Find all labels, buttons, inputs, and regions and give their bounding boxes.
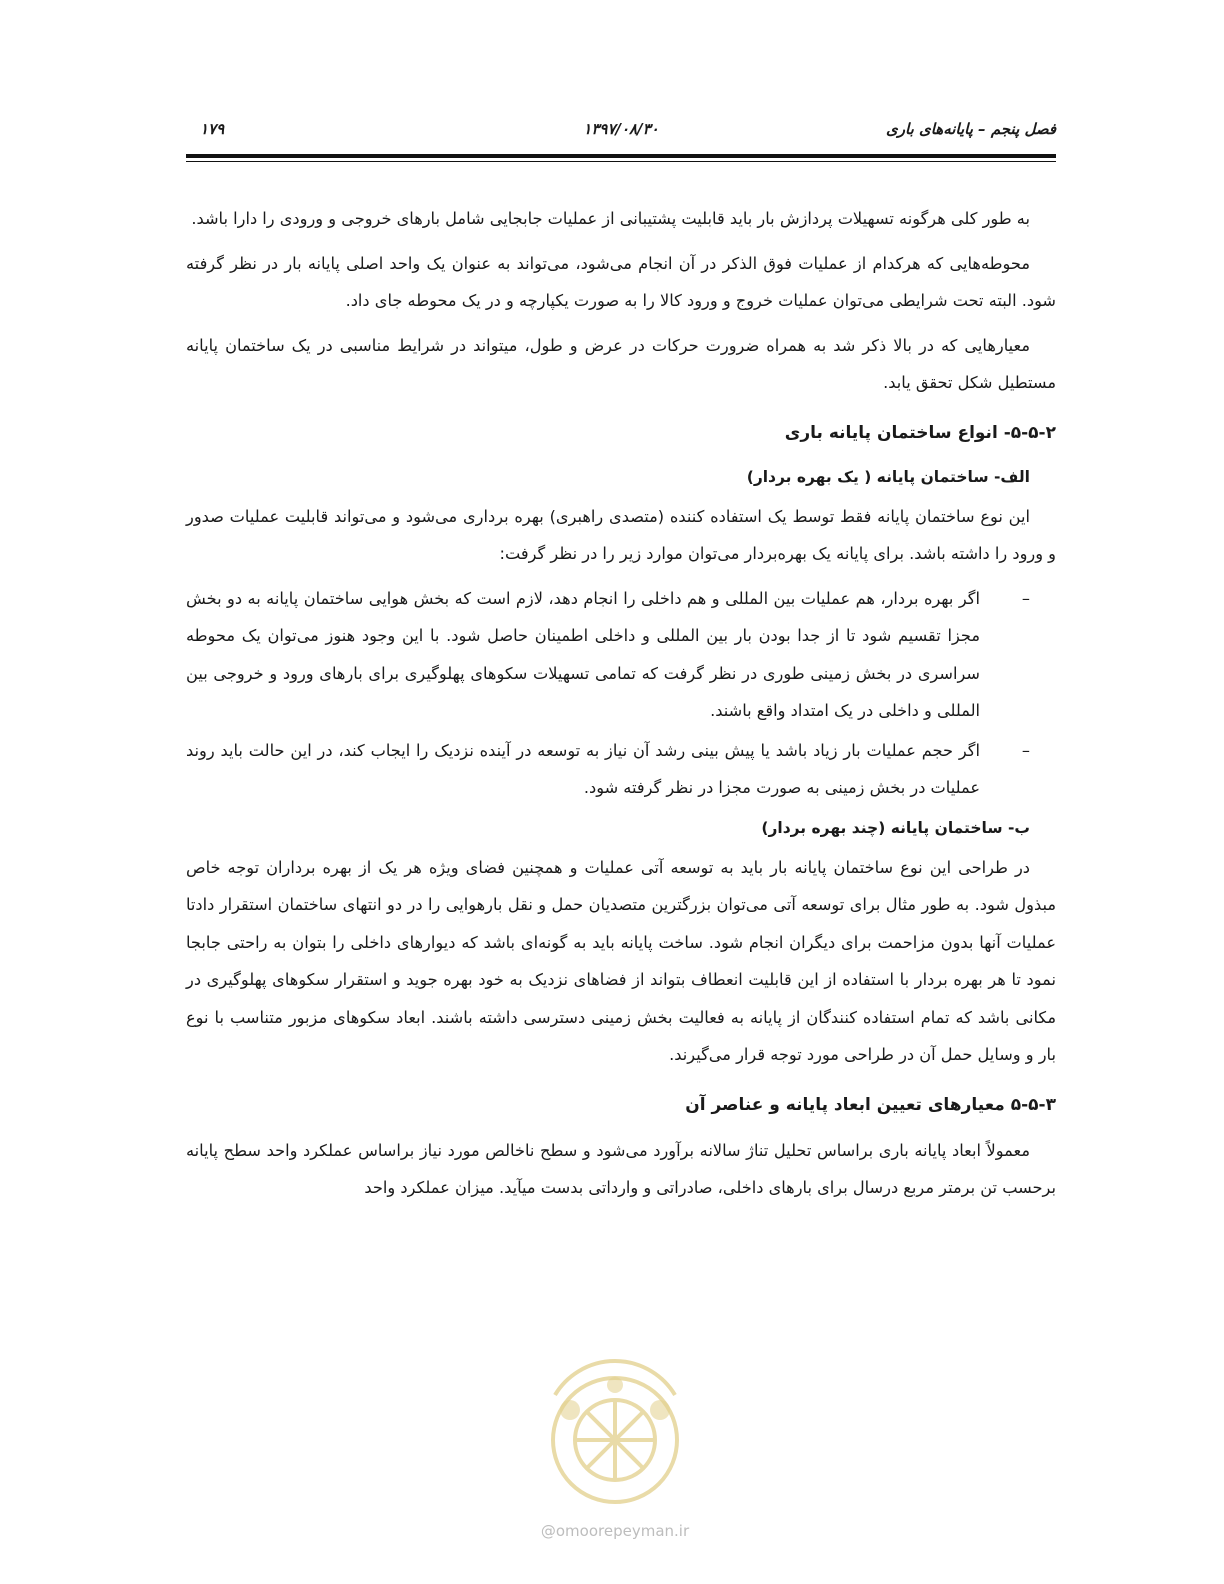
page-number: ۱۷۹ <box>200 120 225 138</box>
paragraph-3: معیارهایی که در بالا ذکر شد به همراه ضرورت حرکات در عرض و طول، میتواند در شرایط مناسبی در یک ساختمان پایانه مستطیل شکل تحقق یابد. <box>186 335 1056 392</box>
chapter-title: فصل پنجم – پایانه‌های باری <box>886 120 1056 138</box>
subheading-single-operator: الف- ساختمان پایانه ( یک بهره بردار) <box>746 467 1030 486</box>
header-rule-thin <box>186 161 1056 162</box>
single-operator-intro: این نوع ساختمان پایانه فقط توسط یک استفاده کننده (متصدی راهبری) بهره برداری می‌شود و می‌تواند قابلیت عملیات صدور و ورود را داشته باشد. برای پایانه یک بهره‌بردار می‌توان موارد زیر را در نظر گرفت: <box>186 506 1056 563</box>
subheading-multi-operator: ب- ساختمان پایانه (چند بهره بردار) <box>761 818 1030 837</box>
paragraph-2: محوطه‌هایی که هرکدام از عملیات فوق الذکر در آن انجام می‌شود، می‌تواند به عنوان یک واحد اصلی پایانه بار در نظر گرفته شود. البته تحت شرایطی می‌توان عملیات خروج و ورود کالا را به صورت یکپارچه و در یک محوطه جای داد. <box>186 253 1056 310</box>
dash-bullet: – <box>1021 588 1030 608</box>
list-item <box>186 580 1056 730</box>
body-text <box>186 200 1056 1214</box>
dimension-criteria-text: معمولاً ابعاد پایانه باری براساس تحلیل تناژ سالانه برآورد می‌شود و سطح ناخالص مورد نیاز براساس عملکرد واحد سطح پایانه برحسب تن برمتر مربع درسال برای بارهای داخلی، صادراتی و وارداتی بدست میآید. میزان عملکرد واحد <box>186 1140 1056 1197</box>
section-heading-terminal-types: ۵-۵-۲- انواع ساختمان پایانه باری <box>784 422 1056 443</box>
header-date: ۱۳۹۷/۰۸/۳۰ <box>583 120 659 138</box>
section-heading-dimension-criteria: ۵-۵-۳ معیارهای تعیین ابعاد پایانه و عناصر آن <box>685 1094 1056 1115</box>
watermark-site-text: @omoorepeyman.ir <box>540 1522 690 1540</box>
single-operator-list <box>186 580 1056 807</box>
header-rule-thick <box>186 154 1056 158</box>
paragraph-1: به طور کلی هرگونه تسهیلات پردازش بار باید قابلیت پشتیبانی از عملیات جابجایی شامل بارهای خروجی و ورودی را دارا باشد. <box>191 209 1030 228</box>
dash-bullet: – <box>1021 740 1030 760</box>
multi-operator-text: در طراحی این نوع ساختمان پایانه بار باید به توسعه آتی عملیات و همچنین فضای ویژه هر یک از بهره برداران توجه خاص مبذول شود. به طور مثال برای توسعه آتی می‌توان بزرگترین متصدیان حمل و نقل بارهوایی را در دو انتهای ساختمان استقرار دادتا عملیات آنها بدون مزاحمت برای دیگران انجام شود. ساخت پایانه باید به گونه‌ای باشد که دیوارهای داخلی را بتوان به راحتی جابجا نمود تا هر بهره بردار با استفاده از این قابلیت انعطاف بتواند از فضاهای نزدیک به خود بهره جوید و استقرار سکوهای پهلوگیری در مکانی باشد که تمام استفاده کنندگان از پایانه به فعالیت بخش زمینی دسترسی داشته باشند. ابعاد سکوهای مزبور متناسب با نوع بار و وسایل حمل آن در طراحی مورد توجه قرار می‌گیرند. <box>186 857 1056 1064</box>
page-header <box>186 120 1056 146</box>
watermark-seal-icon <box>515 1325 715 1525</box>
list-item-text: اگر حجم عملیات بار زیاد باشد یا پیش بینی رشد آن نیاز به توسعه در آینده نزدیک را ایجاب کند، در این حالت باید روند عملیات در بخش زمینی به صورت مجزا در نظر گرفته شود. <box>186 740 980 797</box>
list-item <box>186 732 1056 807</box>
list-item-text: اگر بهره بردار، هم عملیات بین المللی و هم داخلی را انجام دهد، لازم است که بخش هوایی ساختمان پایانه به دو بخش مجزا تقسیم شود تا از جدا بودن بار بین المللی و داخلی اطمینان حاصل شود. با این وجود هنوز می‌توان یک محوطه سراسری در بخش زمینی طوری در نظر گرفت که تمامی تسهیلات سکوهای پهلوگیری برای بارهای ورود و خروجی بین المللی و داخلی در یک امتداد واقع باشند. <box>186 588 980 720</box>
